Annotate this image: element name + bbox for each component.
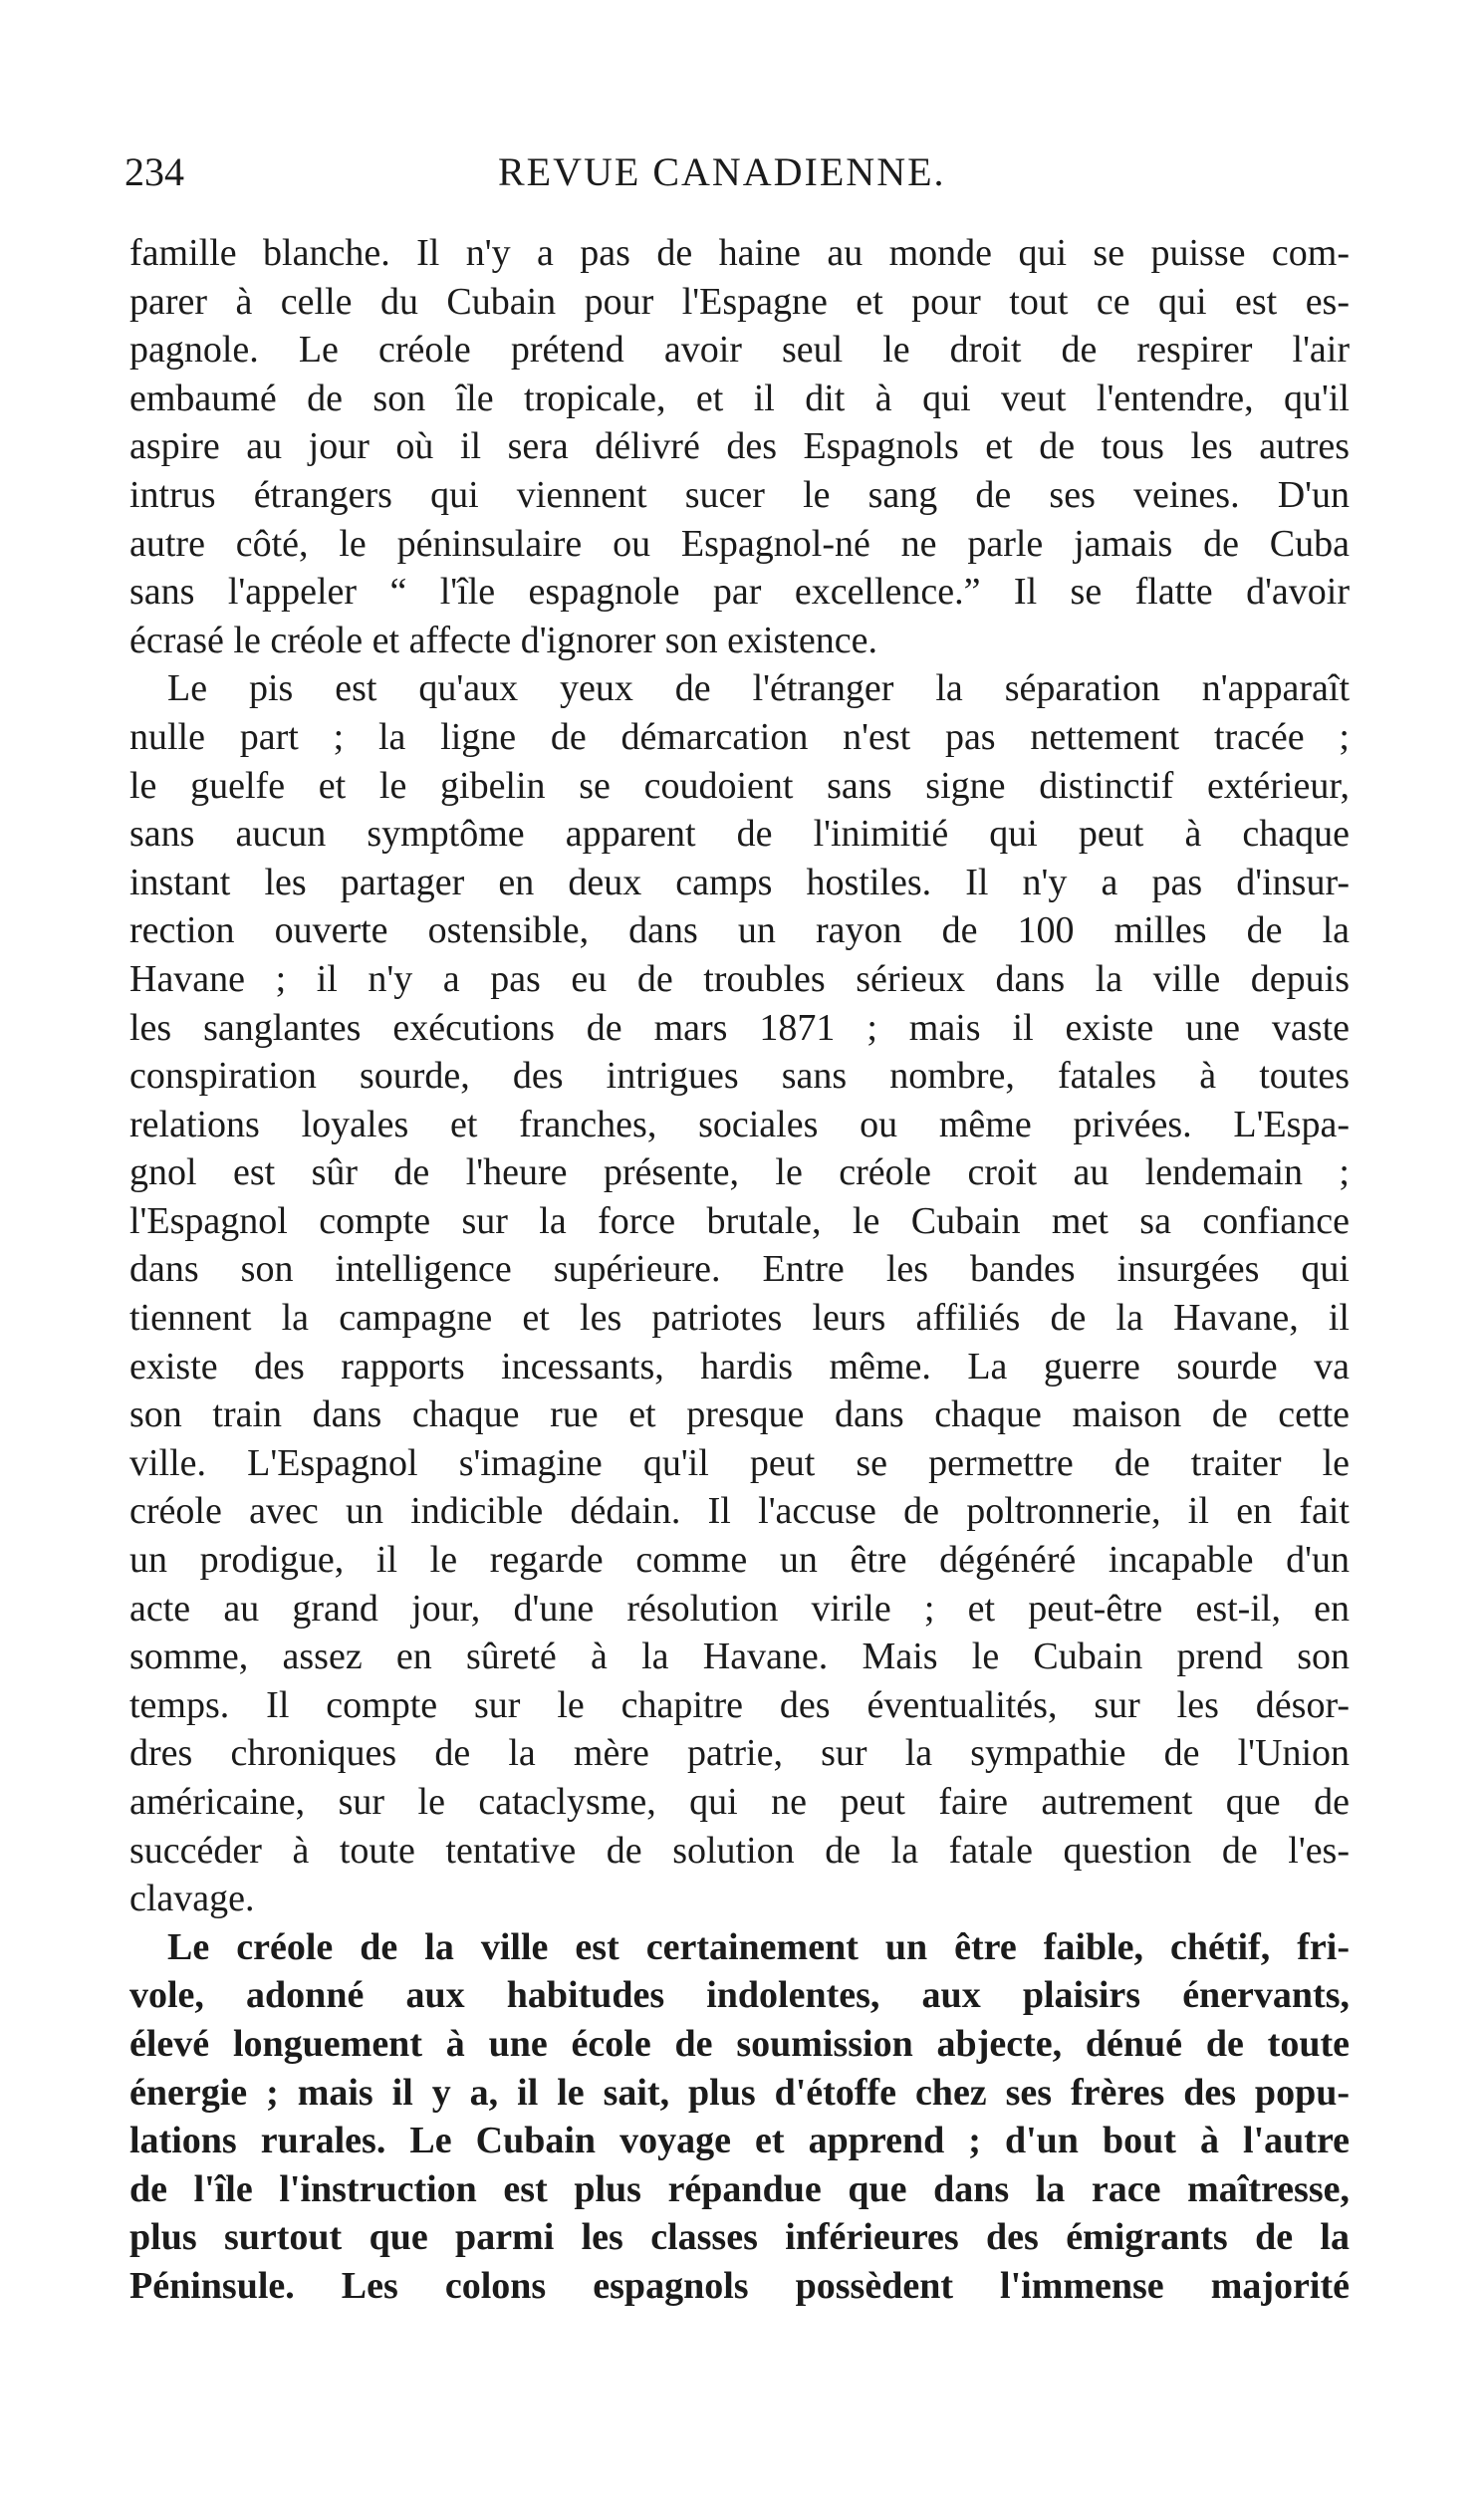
text-line: américaine, sur le cataclysme, qui ne peut faire autrement que de bbox=[129, 1781, 1350, 1823]
text-line: les sanglantes exécutions de mars 1871 ; mais il existe une vaste bbox=[129, 1006, 1350, 1049]
text-line: vole, adonné aux habitudes indolentes, aux plaisirs énervants, bbox=[129, 1974, 1350, 2017]
text-line: aspire au jour où il sera délivré des Espagnols et de tous les autres bbox=[129, 425, 1350, 468]
text-line: existe des rapports incessants, hardis même. La guerre sourde va bbox=[129, 1345, 1350, 1387]
text-line: relations loyales et franches, sociales ou même privées. L'Espa- bbox=[129, 1103, 1350, 1145]
text-line: sans aucun symptôme apparent de l'inimitié qui peut à chaque bbox=[129, 813, 1350, 856]
text-line: Péninsule. Les colons espagnols possèdent l'immense majorité bbox=[129, 2264, 1350, 2307]
text-line: autre côté, le péninsulaire ou Espagnol-né ne parle jamais de Cuba bbox=[129, 522, 1350, 565]
text-line: écrasé le créole et affecte d'ignorer son existence. bbox=[129, 619, 877, 661]
text-line: de l'île l'instruction est plus répandue que dans la race maîtresse, bbox=[129, 2167, 1350, 2210]
text-line: gnol est sûr de l'heure présente, le créole croit au lendemain ; bbox=[129, 1151, 1350, 1194]
text-line: pagnole. Le créole prétend avoir seul le droit de respirer l'air bbox=[129, 329, 1350, 372]
paragraph bbox=[129, 229, 1350, 664]
text-line: rection ouverte ostensible, dans un rayon de 100 milles de la bbox=[129, 909, 1350, 952]
text-line: dres chroniques de la mère patrie, sur la sympathie de l'Union bbox=[129, 1732, 1350, 1775]
text-line: Le pis est qu'aux yeux de l'étranger la séparation n'apparaît bbox=[167, 667, 1350, 710]
paragraph bbox=[129, 664, 1350, 1922]
body-text bbox=[129, 229, 1350, 2311]
text-line: acte au grand jour, d'une résolution virile ; et peut-être est-il, en bbox=[129, 1587, 1350, 1630]
paragraph bbox=[129, 1923, 1350, 2311]
text-line: plus surtout que parmi les classes inférieures des émigrants de la bbox=[129, 2216, 1350, 2259]
text-line: nulle part ; la ligne de démarcation n'est pas nettement tracée ; bbox=[129, 715, 1350, 758]
running-title: REVUE CANADIENNE. bbox=[498, 149, 946, 194]
text-line: énergie ; mais il y a, il le sait, plus d'étoffe chez ses frères des popu- bbox=[129, 2071, 1350, 2114]
text-line: Havane ; il n'y a pas eu de troubles sérieux dans la ville depuis bbox=[129, 957, 1350, 1000]
text-line: le guelfe et le gibelin se coudoient sans signe distinctif extérieur, bbox=[129, 764, 1350, 807]
text-line: l'Espagnol compte sur la force brutale, le Cubain met sa confiance bbox=[129, 1199, 1350, 1242]
text-line: succéder à toute tentative de solution de la fatale question de l'es- bbox=[129, 1829, 1350, 1872]
text-line: famille blanche. Il n'y a pas de haine au monde qui se puisse com- bbox=[129, 232, 1350, 274]
text-line: lations rurales. Le Cubain voyage et apprend ; d'un bout à l'autre bbox=[129, 2120, 1350, 2162]
text-line: temps. Il compte sur le chapitre des éventualités, sur les désor- bbox=[129, 1683, 1350, 1726]
text-line: conspiration sourde, des intrigues sans nombre, fatales à toutes bbox=[129, 1055, 1350, 1098]
text-line: intrus étrangers qui viennent sucer le sang de ses veines. D'un bbox=[129, 473, 1350, 516]
text-line: embaumé de son île tropicale, et il dit à qui veut l'entendre, qu'il bbox=[129, 377, 1350, 419]
text-line: un prodigue, il le regarde comme un être dégénéré incapable d'un bbox=[129, 1539, 1350, 1582]
text-line: clavage. bbox=[129, 1878, 255, 1920]
text-line: tiennent la campagne et les patriotes leurs affiliés de la Havane, il bbox=[129, 1297, 1350, 1340]
text-line: créole avec un indicible dédain. Il l'accuse de poltronnerie, il en fait bbox=[129, 1490, 1350, 1533]
text-line: élevé longuement à une école de soumission abjecte, dénué de toute bbox=[129, 2022, 1350, 2065]
text-line: dans son intelligence supérieure. Entre les bandes insurgées qui bbox=[129, 1248, 1350, 1291]
text-line: ville. L'Espagnol s'imagine qu'il peut se permettre de traiter le bbox=[129, 1441, 1350, 1484]
text-line: son train dans chaque rue et presque dans chaque maison de cette bbox=[129, 1393, 1350, 1436]
text-line: somme, assez en sûreté à la Havane. Mais le Cubain prend son bbox=[129, 1636, 1350, 1678]
page-number: 234 bbox=[124, 149, 184, 194]
text-line: sans l'appeler “ l'île espagnole par excellence.” Il se flatte d'avoir bbox=[129, 571, 1350, 614]
text-line: Le créole de la ville est certainement un être faible, chétif, fri- bbox=[167, 1925, 1350, 1968]
text-line: parer à celle du Cubain pour l'Espagne et pour tout ce qui est es- bbox=[129, 280, 1350, 323]
page-header bbox=[0, 147, 1484, 207]
text-line: instant les partager en deux camps hostiles. Il n'y a pas d'insur- bbox=[129, 861, 1350, 903]
